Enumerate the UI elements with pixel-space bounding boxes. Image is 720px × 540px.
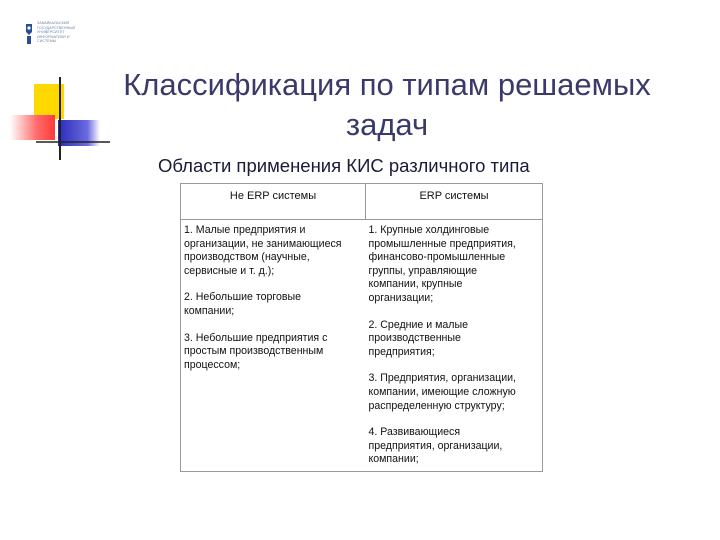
logo-line: ИНФОРМАТИКИ И	[37, 34, 70, 39]
title-line-1: Классификация по типам решаемых	[123, 67, 651, 102]
table-header-row	[181, 184, 543, 220]
header-non-erp: Не ERP системы	[181, 184, 366, 220]
table-row	[181, 220, 543, 472]
erp-item: 4. Развивающиеся предприятия, организации, компании;	[368, 426, 503, 466]
erp-cell	[366, 220, 543, 472]
comparison-table-wrapper	[180, 183, 542, 472]
title-line-2: задач	[345, 107, 429, 142]
non-erp-item: 1. Малые предприятия и организации, не занимающиеся производством (научные, сервисные и т. д.);	[184, 224, 342, 277]
non-erp-item: 3. Небольшие предприятия с простым производственным процессом;	[184, 331, 328, 371]
erp-item: 2. Средние и малые производственные предприятия;	[368, 318, 468, 358]
slide-subtitle: Области применения КИС различного типа	[158, 155, 530, 176]
decorative-squares	[0, 0, 110, 170]
logo-line: СИСТЕМЫ	[37, 39, 57, 44]
slide-title	[112, 65, 662, 145]
erp-item: 1. Крупные холдинговые промышленные предприятия, финансово-промышленные группы, управляющие компании, крупные организации;	[368, 224, 516, 304]
red-square	[10, 115, 55, 140]
header-erp: ERP системы	[366, 184, 543, 220]
logo-line: УНИВЕРСИТЕТ	[37, 30, 65, 35]
erp-item: 3. Предприятия, организации, компании, имеющие сложную распределенную структуру;	[368, 372, 516, 412]
non-erp-cell	[181, 220, 366, 472]
non-erp-item: 2. Небольшие торговые компании;	[184, 291, 302, 317]
logo-line: ЗАБАЙКАЛЬСКИЙ	[37, 21, 70, 25]
comparison-table	[180, 183, 543, 472]
logo-line: ГОСУДАРСТВЕННЫЙ	[37, 25, 76, 30]
